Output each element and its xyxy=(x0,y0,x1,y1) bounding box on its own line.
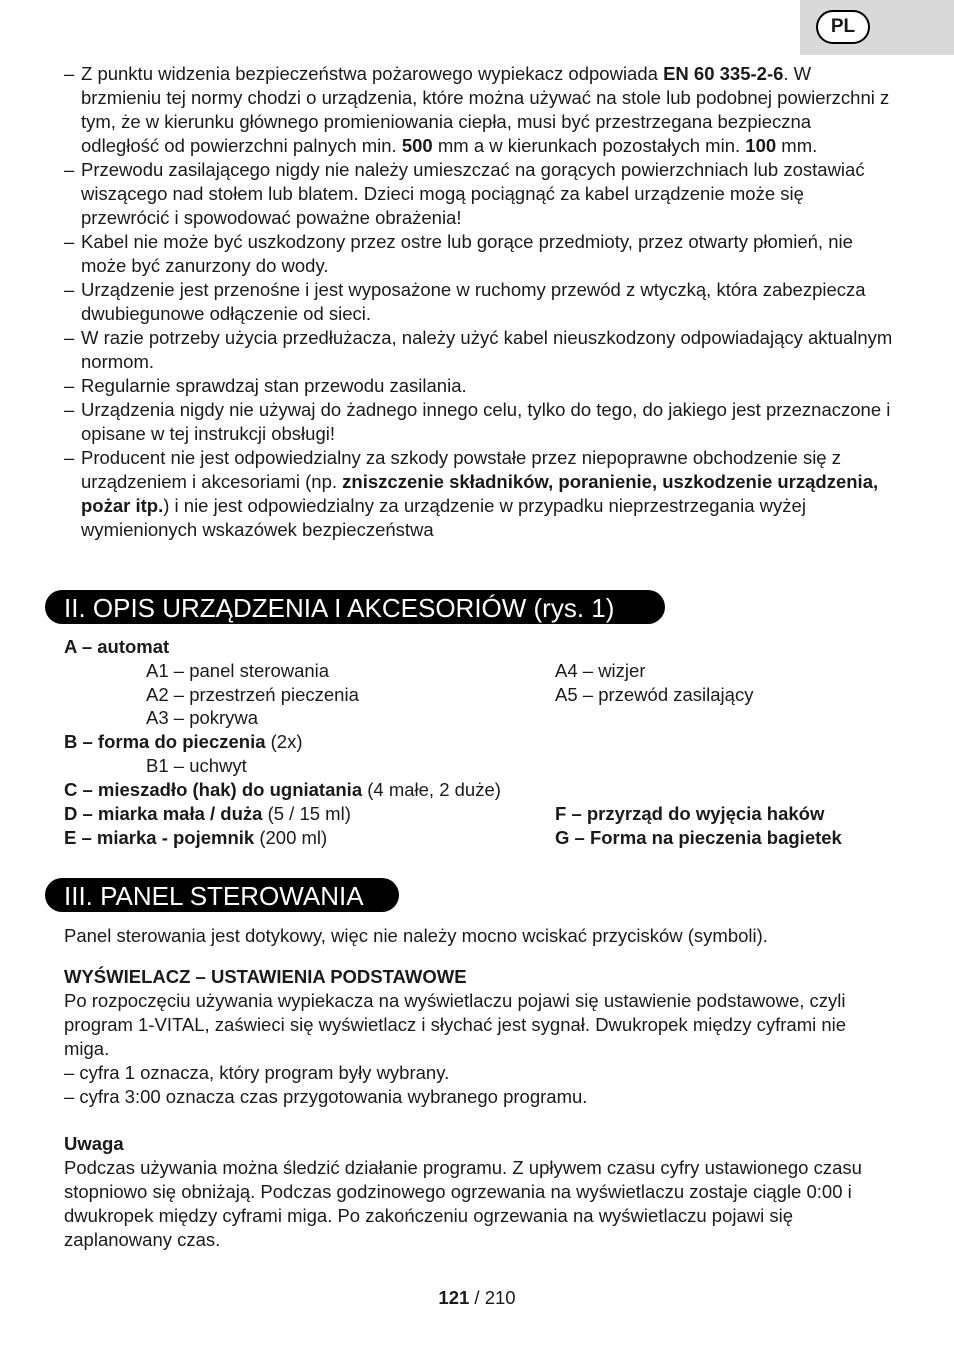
bullet-dash: – xyxy=(64,231,75,252)
bullet-text: Z punktu widzenia bezpieczeństwa pożarowego wypiekacz odpowiada xyxy=(81,63,664,84)
bullet-dash: – xyxy=(64,327,75,348)
part-a1: A1 – panel sterowania xyxy=(146,660,330,681)
part-b: B – forma do pieczenia (2x) xyxy=(64,731,303,752)
bullet-text: . W brzmieniu tej normy chodzi o urządzenia, które można używać na stole lub podobnej powierzchni z tym, że w kierunku głównego promieniowania ciepła, musi być przestrzegana bezpieczna odległość od powierzchni palnych min. xyxy=(81,63,890,156)
safety-bullet xyxy=(64,230,894,278)
bullet-text: Regularnie sprawdzaj stan przewodu zasilania. xyxy=(81,375,467,396)
part-a2: A2 – przestrzeń pieczenia xyxy=(146,684,359,705)
safety-bullet xyxy=(64,158,894,230)
part-d: D – miarka mała / duża (5 / 15 ml) xyxy=(64,803,351,824)
part-e: E – miarka - pojemnik (200 ml) xyxy=(64,827,328,848)
bullet-bold-text: 500 xyxy=(401,135,433,156)
bullet-dash: – xyxy=(64,159,75,180)
section-heading-control-panel: III. PANEL STEROWANIA xyxy=(45,878,399,912)
display-subheading: WYŚWIELACZ – USTAWIENIA PODSTAWOWE xyxy=(64,966,467,987)
part-a3: A3 – pokrywa xyxy=(146,707,259,728)
safety-bullet xyxy=(64,446,894,542)
part-g: G – Forma na pieczenia bagietek xyxy=(555,827,842,848)
display-item-2: – cyfra 3:00 oznacza czas przygotowania wybranego programu. xyxy=(64,1086,588,1107)
bullet-text: mm. xyxy=(776,135,818,156)
safety-bullet xyxy=(64,398,894,446)
bullet-text: ) i nie jest odpowiedzialny za urządzenie w przypadku nieprzestrzegania wyżej wymienionych wskazówek bezpieczeństwa xyxy=(81,495,806,540)
safety-bullet xyxy=(64,62,894,158)
bullet-text: Przewodu zasilającego nigdy nie należy umieszczać na gorących powierzchniach lub zostawiać wiszącego nad stołem lub blatem. Dzieci mogą pociągnąć za kabel urządzenie może się przewrócić i spowodować poważne obrażenia! xyxy=(81,159,865,228)
part-a-title: A – automat xyxy=(64,636,170,657)
safety-bullet xyxy=(64,278,894,326)
page-number: 121 / 210 xyxy=(438,1287,516,1308)
bullet-dash: – xyxy=(64,375,75,396)
section-heading-description: II. OPIS URZĄDZENIA I AKCESORIÓW (rys. 1) xyxy=(45,590,665,624)
display-paragraph: Po rozpoczęciu używania wypiekacza na wyświetlaczu pojawi się ustawienie podstawowe, czyli program 1-VITAL, zaświeci się wyświetlacz i słychać jest sygnał. Dwukropek między cyframi nie miga. xyxy=(64,990,847,1059)
language-tab xyxy=(800,0,954,55)
bullet-bold-text: zniszczenie składników, poranienie, uszkodzenie urządzenia, pożar itp. xyxy=(81,471,879,516)
part-f: F – przyrząd do wyjęcia haków xyxy=(555,803,825,824)
bullet-text: W razie potrzeby użycia przedłużacza, należy użyć kabel nieuszkodzony odpowiadający aktualnym normom. xyxy=(81,327,893,372)
part-c: C – mieszadło (hak) do ugniatania (4 małe, 2 duże) xyxy=(64,779,501,800)
bullet-text: Urządzenia nigdy nie używaj do żadnego innego celu, tylko do tego, do jakiego jest przeznaczone i opisane w tej instrukcji obsługi! xyxy=(81,399,891,444)
bullet-text: Urządzenie jest przenośne i jest wyposażone w ruchomy przewód z wtyczką, która zabezpiecza dwubiegunowe odłączenie od sieci. xyxy=(81,279,866,324)
safety-instructions-list xyxy=(64,62,894,542)
note-paragraph: Podczas używania można śledzić działanie programu. Z upływem czasu cyfry ustawionego czasu stopniowo się obniżają. Podczas godzinowego ogrzewania na wyświetlaczu zostaje ciągle 0:00 i dwukropek między cyframi miga. Po zakończeniu ogrzewania na wyświetlaczu pojawi się zaplanowany czas. xyxy=(64,1157,862,1250)
part-b1: B1 – uchwyt xyxy=(146,755,247,776)
bullet-bold-text: 100 xyxy=(745,135,777,156)
bullet-text: Producent nie jest odpowiedzialny za szkody powstałe przez niepoprawne obchodzenie się z urządzeniem i akcesoriami (np. xyxy=(81,447,841,492)
part-a5: A5 – przewód zasilający xyxy=(555,684,754,705)
note-subheading: Uwaga xyxy=(64,1133,124,1154)
part-a4: A4 – wizjer xyxy=(555,660,646,681)
bullet-dash: – xyxy=(64,447,75,468)
control-panel-intro: Panel sterowania jest dotykowy, więc nie należy mocno wciskać przycisków (symboli). xyxy=(64,925,768,946)
bullet-text: mm a w kierunkach pozostałych min. xyxy=(432,135,746,156)
bullet-dash: – xyxy=(64,399,75,420)
bullet-bold-text: EN 60 335-2-6 xyxy=(663,63,784,84)
bullet-dash: – xyxy=(64,279,75,300)
bullet-text: Kabel nie może być uszkodzony przez ostre lub gorące przedmioty, przez otwarty płomień, nie może być zanurzony do wody. xyxy=(81,231,853,276)
language-badge: PL xyxy=(816,10,870,44)
display-item-1: – cyfra 1 oznacza, który program były wybrany. xyxy=(64,1062,450,1083)
safety-bullet xyxy=(64,374,894,398)
bullet-dash: – xyxy=(64,63,75,84)
safety-bullet xyxy=(64,326,894,374)
